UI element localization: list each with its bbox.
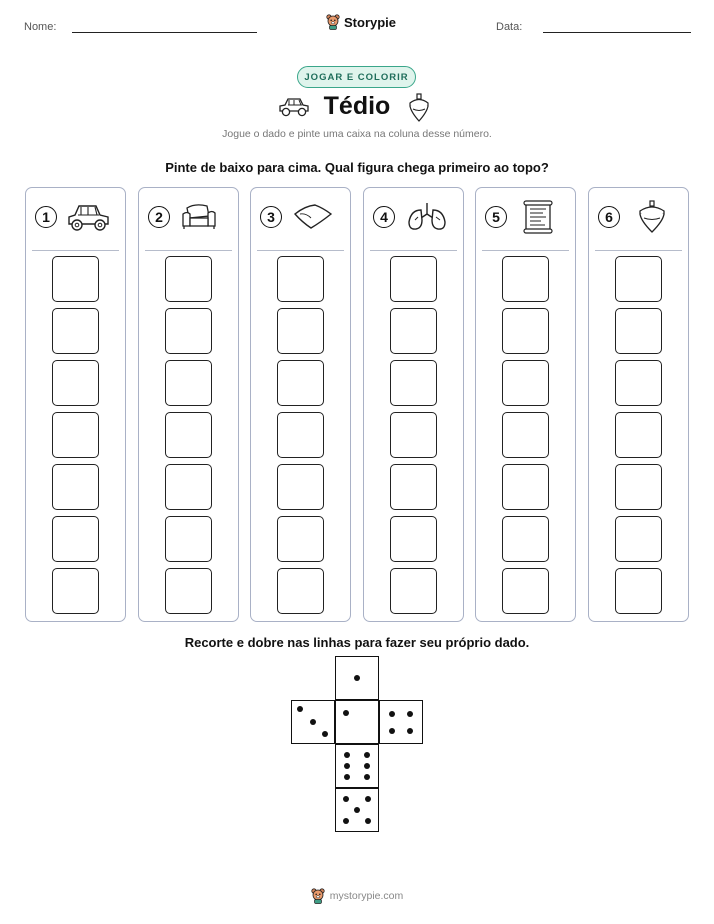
date-label: Data: (496, 21, 523, 33)
color-box[interactable] (165, 412, 212, 458)
die-pip (407, 728, 413, 734)
subtitle: Jogue o dado e pinte uma caixa na coluna desse número. (222, 128, 492, 140)
die-pip (389, 728, 395, 734)
footer (0, 888, 714, 904)
color-box[interactable] (165, 256, 212, 302)
column-divider (145, 250, 232, 251)
color-box[interactable] (502, 360, 549, 406)
color-box[interactable] (502, 308, 549, 354)
column-divider (257, 250, 344, 251)
color-box[interactable] (165, 464, 212, 510)
color-box[interactable] (277, 256, 324, 302)
die-face-3 (291, 700, 335, 744)
color-box[interactable] (52, 412, 99, 458)
die-pip (343, 818, 349, 824)
lungs-icon (404, 200, 450, 234)
column-divider (32, 250, 119, 251)
spinning-top-icon (629, 200, 675, 234)
column-divider (595, 250, 682, 251)
column-number: 3 (260, 206, 282, 228)
bear-icon (311, 888, 325, 904)
column-1 (25, 187, 126, 622)
color-box[interactable] (165, 308, 212, 354)
color-box[interactable] (502, 464, 549, 510)
color-box[interactable] (502, 516, 549, 562)
die-pip (364, 774, 370, 780)
die-face-4 (379, 700, 423, 744)
die-face-6 (335, 744, 379, 788)
name-line (72, 32, 257, 33)
brand-name: Storypie (344, 14, 397, 30)
color-box[interactable] (277, 308, 324, 354)
color-box[interactable] (615, 360, 662, 406)
color-box[interactable] (615, 412, 662, 458)
bear-icon (326, 14, 340, 30)
die-pip (354, 675, 360, 681)
die-pip (344, 752, 350, 758)
color-box[interactable] (615, 464, 662, 510)
color-box[interactable] (615, 256, 662, 302)
color-box[interactable] (277, 360, 324, 406)
color-box[interactable] (390, 568, 437, 614)
column-number: 6 (598, 206, 620, 228)
page-title: Tédio (323, 92, 391, 120)
die-pip (343, 796, 349, 802)
color-box[interactable] (52, 308, 99, 354)
color-box[interactable] (52, 464, 99, 510)
color-box[interactable] (390, 256, 437, 302)
die-pip (297, 706, 303, 712)
board-instruction: Pinte de baixo para cima. Qual figura chega primeiro ao topo? (165, 160, 549, 175)
column-number: 4 (373, 206, 395, 228)
color-box[interactable] (390, 360, 437, 406)
color-box[interactable] (52, 360, 99, 406)
pillow-icon (291, 200, 337, 234)
column-3 (250, 187, 351, 622)
column-number: 2 (148, 206, 170, 228)
color-box[interactable] (52, 568, 99, 614)
die-pip (364, 752, 370, 758)
column-divider (482, 250, 569, 251)
color-box[interactable] (277, 464, 324, 510)
color-box[interactable] (277, 412, 324, 458)
column-6 (588, 187, 689, 622)
die-pip (365, 796, 371, 802)
color-box[interactable] (390, 516, 437, 562)
color-box[interactable] (165, 360, 212, 406)
die-face-1 (335, 656, 379, 700)
color-box[interactable] (390, 308, 437, 354)
color-box[interactable] (52, 256, 99, 302)
color-box[interactable] (277, 568, 324, 614)
column-number: 1 (35, 206, 57, 228)
color-box[interactable] (165, 516, 212, 562)
die-pip (344, 774, 350, 780)
die-pip (310, 719, 316, 725)
die-pip (407, 711, 413, 717)
column-divider (370, 250, 457, 251)
column-2 (138, 187, 239, 622)
color-box[interactable] (502, 568, 549, 614)
color-box[interactable] (390, 464, 437, 510)
color-box[interactable] (615, 308, 662, 354)
die-face-1 (335, 700, 379, 744)
couch-icon (179, 200, 225, 234)
die-pip (364, 763, 370, 769)
die-net (290, 656, 426, 836)
column-number: 5 (485, 206, 507, 228)
column-4 (363, 187, 464, 622)
name-label: Nome: (24, 21, 57, 33)
color-box[interactable] (615, 516, 662, 562)
die-face-5 (335, 788, 379, 832)
color-box[interactable] (52, 516, 99, 562)
die-pip (322, 731, 328, 737)
footer-url[interactable]: mystorypie.com (329, 890, 404, 902)
spinning-top-icon (407, 93, 431, 123)
die-pip (365, 818, 371, 824)
color-box[interactable] (390, 412, 437, 458)
date-line (543, 32, 691, 33)
activity-badge: JOGAR E COLORIR (297, 66, 416, 88)
die-pip (354, 807, 360, 813)
column-5 (475, 187, 576, 622)
brand-logo (326, 14, 396, 30)
die-pip (343, 710, 349, 716)
die-pip (344, 763, 350, 769)
die-instruction: Recorte e dobre nas linhas para fazer seu próprio dado. (184, 635, 530, 650)
car-icon (66, 200, 112, 234)
color-box[interactable] (277, 516, 324, 562)
die-pip (389, 711, 395, 717)
color-box[interactable] (502, 256, 549, 302)
color-box[interactable] (615, 568, 662, 614)
color-box[interactable] (165, 568, 212, 614)
scroll-icon (516, 200, 562, 234)
color-box[interactable] (502, 412, 549, 458)
